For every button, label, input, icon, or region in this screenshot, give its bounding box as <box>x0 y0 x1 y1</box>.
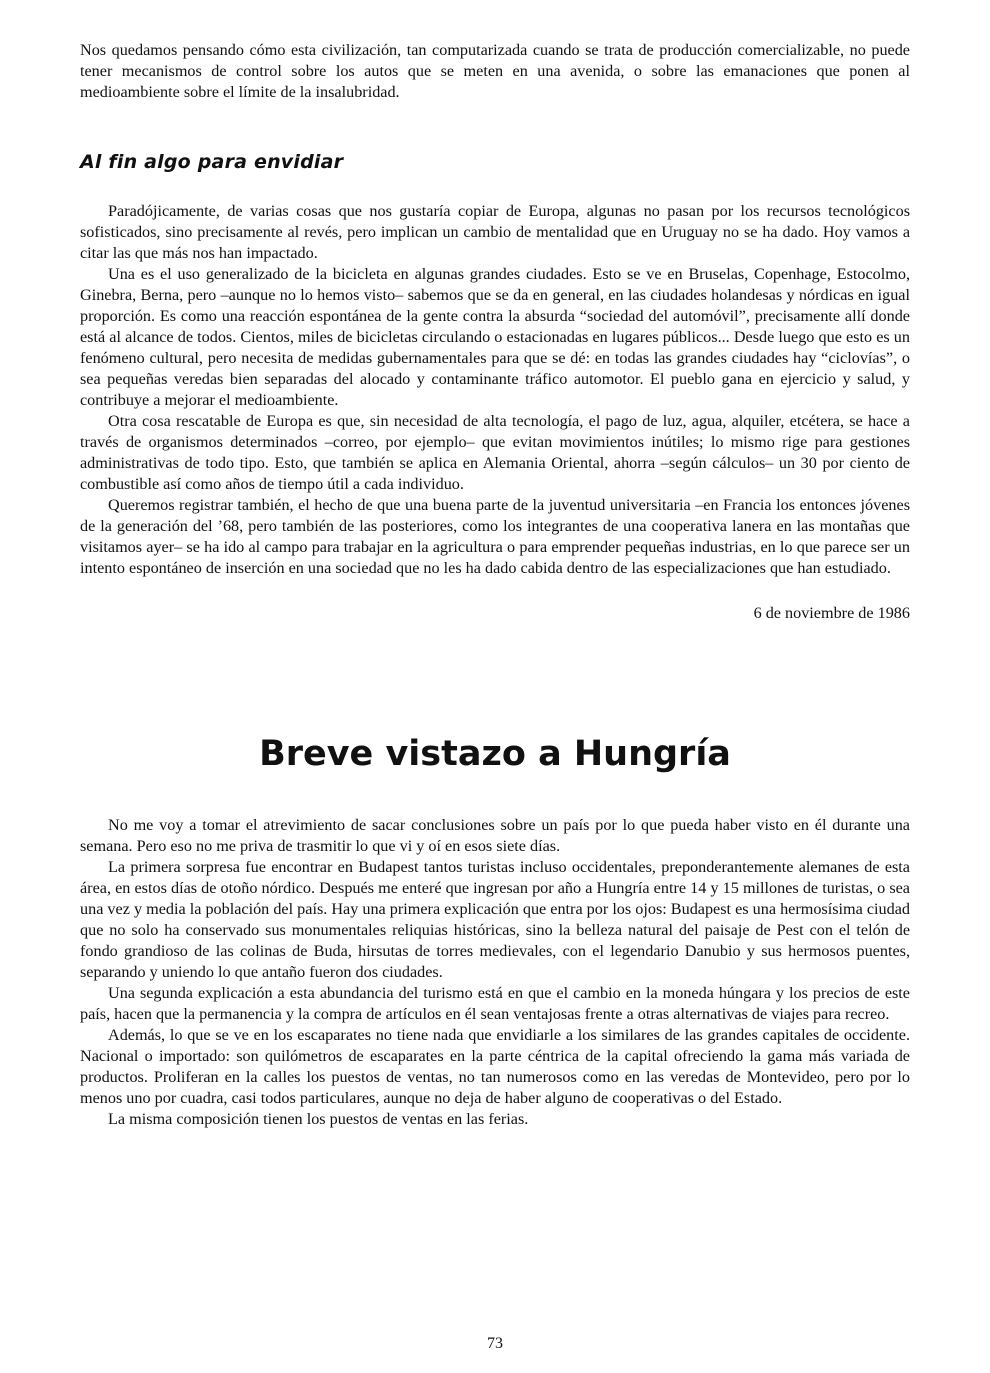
dateline: 6 de noviembre de 1986 <box>753 604 910 622</box>
article-body <box>80 815 910 1130</box>
article-paragraph: La misma composición tienen los puestos de ventas en las ferias. <box>108 1110 529 1128</box>
section-paragraph: Paradójicamente, de varias cosas que nos gustaría copiar de Europa, algunas no pasan por los recursos tecnológicos sofisticados, sino precisamente al revés, pero implican un cambio de mentalidad que en Uruguay no se ha dado. Hoy vamos a citar las que más nos han impactado. <box>80 202 910 262</box>
article-paragraph: Además, lo que se ve en los escaparates no tiene nada que envidiarle a los similares de las grandes capitales de occidente. Nacional o importado: son quilómetros de escaparates en la parte céntrica de la capital ofreciendo la gama más variada de productos. Proliferan en la calles los puestos de ventas, no tan numerosos como en las veredas de Montevideo, pero por lo menos uno por cuadra, casi todos particulares, aunque no deja de haber alguno de cooperativas o del Estado. <box>80 1026 910 1107</box>
section-paragraph: Una es el uso generalizado de la bicicleta en algunas grandes ciudades. Esto se ve en Bruselas, Copenhage, Estocolmo, Ginebra, Berna, pero –aunque no lo hemos visto– sabemos que se da en general, en las ciudades holandesas y nórdicas en igual proporción. Es como una reacción espontánea de la gente contra la absurda “sociedad del automóvil”, precisamente allí donde está al alcance de todos. Cientos, miles de bicicletas circulando o estacionadas en lugares públicos... Desde luego que esto es un fenómeno cultural, pero necesita de medidas gubernamentales para que se dé: en todas las grandes ciudades hay “ciclovías”, o sea pequeñas veredas bien separadas del alocado y contaminante tráfico automotor. El pueblo gana en ejercicio y salud, y contribuye a mejorar el medioambiente. <box>80 265 910 409</box>
page-number: 73 <box>487 1335 503 1352</box>
section-paragraph: Queremos registrar también, el hecho de que una buena parte de la juventud universitaria –en Francia los entonces jóvenes de la generación del ’68, pero también de las posteriores, como los integrantes de una cooperativa lanera en las montañas que visitamos ayer– se ha ido al campo para trabajar en la agricultura o para emprender pequeñas industrias, en lo que parece ser un intento espontáneo de inserción en una sociedad que no les ha dado cabida dentro de las especializaciones que han estudiado. <box>80 496 910 577</box>
section-heading: Al fin algo para envidiar <box>80 151 344 173</box>
article-paragraph: Una segunda explicación a esta abundancia del turismo está en que el cambio en la moneda húngara y los precios de este país, hacen que la permanencia y la compra de artículos en él sean ventajosas frente a otras alternativas de viajes para recreo. <box>80 984 910 1023</box>
document-page <box>80 40 910 1130</box>
article-paragraph: La primera sorpresa fue encontrar en Budapest tantos turistas incluso occidentales, preponderantemente alemanes de esta área, en estos días de otoño nórdico. Después me enteré que ingresan por año a Hungría entre 14 y 15 millones de turistas, o sea una vez y media la población del país. Hay una primera explicación que entra por los ojos: Budapest es una hermosísima ciudad que no solo ha conservado sus monumentales reliquias históricas, sino la belleza natural del paisaje de Pest con el telón de fondo grandioso de las colinas de Buda, hirsutas de torres medievales, con el legendario Danubio y sus hermosos puentes, separando y uniendo lo que antaño fueron dos ciudades. <box>80 858 910 981</box>
intro-paragraph: Nos quedamos pensando cómo esta civilización, tan computarizada cuando se trata de producción comercializable, no puede tener mecanismos de control sobre los autos que se meten en una avenida, o sobre las emanaciones que ponen al medioambiente sobre el límite de la insalubridad. <box>80 41 910 101</box>
section-paragraph: Otra cosa rescatable de Europa es que, sin necesidad de alta tecnología, el pago de luz, agua, alquiler, etcétera, se hace a través de organismos determinados –correo, por ejemplo– que evitan movimientos inútiles; lo mismo rige para gestiones administrativas de todo tipo. Esto, que también se aplica en Alemania Oriental, ahorra –según cálculos– un 30 por ciento de combustible así como años de tiempo útil a cada individuo. <box>80 412 910 493</box>
article-paragraph: No me voy a tomar el atrevimiento de sacar conclusiones sobre un país por lo que pueda haber visto en él durante una semana. Pero eso no me priva de trasmitir lo que vi y oí en esos siete días. <box>80 816 910 855</box>
article-title: Breve vistazo a Hungría <box>259 734 731 774</box>
section-body <box>80 201 910 579</box>
